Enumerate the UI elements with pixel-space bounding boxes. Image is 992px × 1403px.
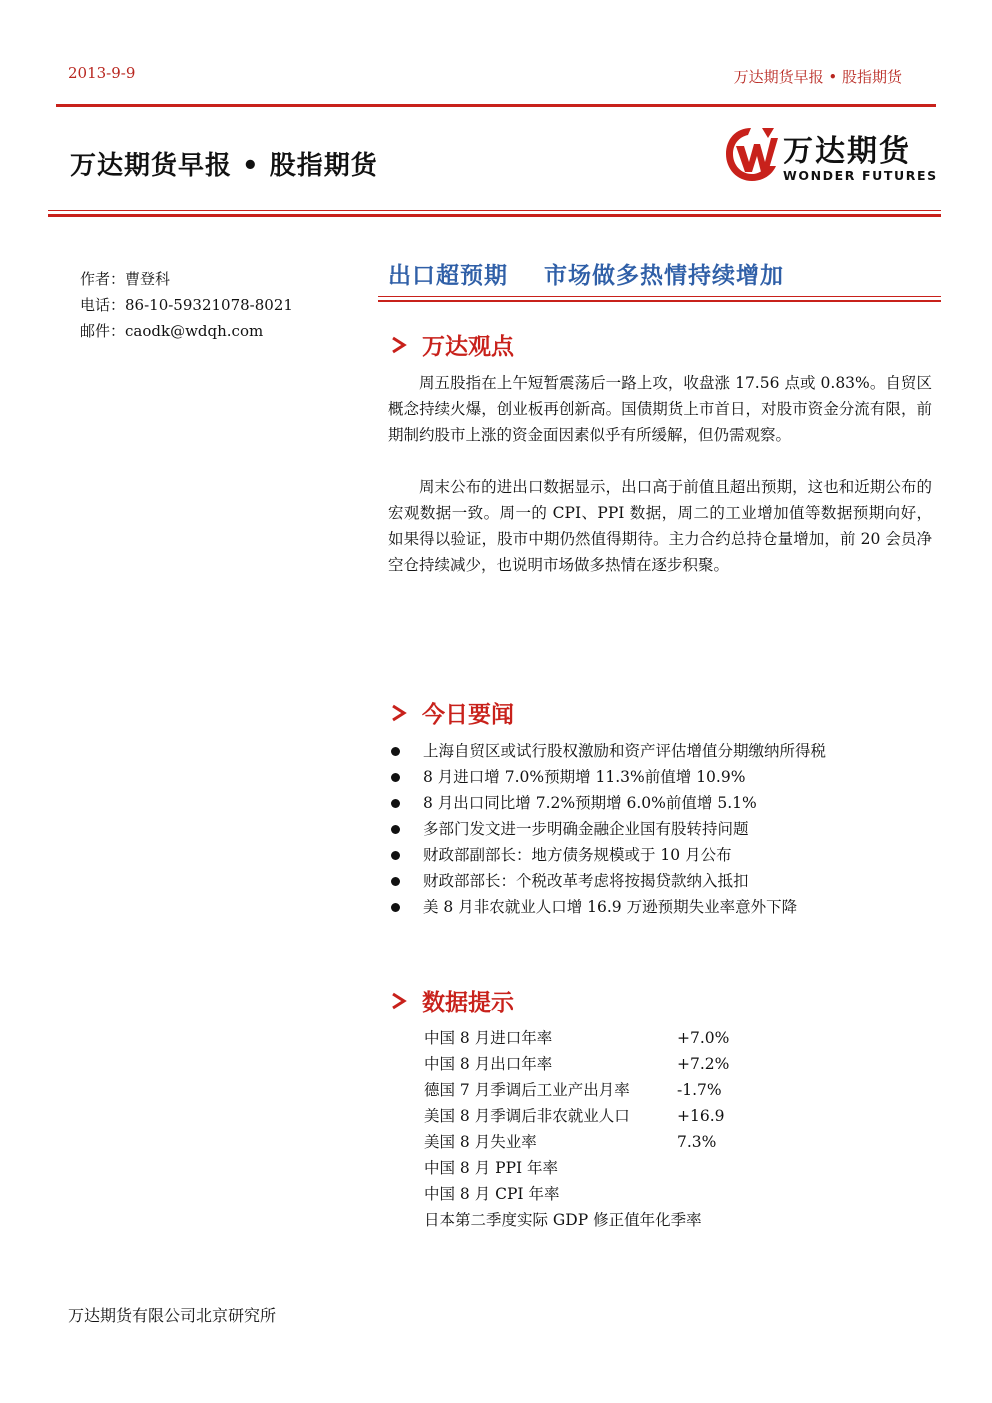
list-item	[388, 816, 948, 842]
data-label: 中国 8 月进口年率	[424, 1029, 553, 1047]
table-row	[424, 1129, 757, 1155]
header-rule	[56, 104, 936, 107]
table-row	[424, 1025, 757, 1051]
table-row	[424, 1103, 757, 1129]
logo-text-cn: 万达期货	[783, 134, 911, 169]
bullet-dot-icon	[391, 773, 400, 782]
report-title: 万达期货早报 • 股指期货	[70, 151, 378, 181]
bullet-dot-icon	[391, 799, 400, 808]
footer-organization: 万达期货有限公司北京研究所	[68, 1306, 277, 1325]
data-label: 中国 8 月 PPI 年率	[424, 1159, 559, 1177]
data-label: 德国 7 月季调后工业产出月率	[424, 1081, 630, 1099]
section-data-heading	[390, 984, 514, 1017]
report-date: 2013-9-9	[68, 64, 136, 82]
logo-text-en: WONDER FUTURES	[783, 168, 938, 183]
section-view-title: 万达观点	[422, 333, 514, 360]
data-label: 中国 8 月出口年率	[424, 1055, 553, 1073]
data-value: +16.9	[677, 1107, 725, 1125]
table-row	[424, 1155, 757, 1181]
table-row	[424, 1181, 757, 1207]
news-item-text: 财政部部长：个税改革考虑将按揭贷款纳入抵扣	[423, 872, 749, 890]
list-item	[388, 894, 948, 920]
table-row	[424, 1077, 757, 1103]
title-rule-thick	[48, 214, 941, 217]
bullet-dot-icon	[391, 903, 400, 912]
list-item	[388, 842, 948, 868]
view-paragraph-2: 周末公布的进出口数据显示，出口高于前值且超出预期，这也和近期公布的宏观数据一致。周一的 CPI、PPI 数据，周二的工业增加值等数据预期向好，如果得以验证，股市中期仍然值得期待。主力合约总持仓量增加，前 20 会员净空仓持续减少，也说明市场做多热情在逐步积聚。	[388, 478, 932, 574]
data-label: 日本第二季度实际 GDP 修正值年化季率	[424, 1211, 702, 1229]
author-phone: 电话：86-10-59321078-8021	[80, 296, 293, 314]
data-label: 美国 8 月季调后非农就业人口	[424, 1107, 630, 1125]
news-item-text: 8 月进口增 7.0%预期增 11.3%前值增 10.9%	[423, 768, 746, 786]
section-data-title: 数据提示	[422, 989, 514, 1016]
bullet-dot-icon	[391, 825, 400, 834]
list-item	[388, 738, 948, 764]
table-row	[424, 1051, 757, 1077]
bullet-dot-icon	[391, 851, 400, 860]
section-news-heading	[390, 696, 514, 729]
data-value: 7.3%	[677, 1133, 717, 1151]
data-value	[677, 1155, 757, 1181]
chevron-right-icon	[390, 989, 410, 1016]
wonder-futures-logo-icon	[722, 124, 780, 186]
data-value: -1.7%	[677, 1081, 722, 1099]
data-label: 美国 8 月失业率	[424, 1133, 537, 1151]
news-item-text: 上海自贸区或试行股权激励和资产评估增值分期缴纳所得税	[423, 742, 827, 760]
table-row	[424, 1207, 757, 1233]
data-value	[677, 1181, 757, 1207]
author-email: 邮件：caodk@wdqh.com	[80, 322, 264, 340]
view-paragraph-1: 周五股指在上午短暂震荡后一路上攻，收盘涨 17.56 点或 0.83%。自贸区概念持续火爆，创业板再创新高。国债期货上市首日，对股市资金分流有限，前期制约股市上涨的资金面因素似乎有所缓解，但仍需观察。	[388, 374, 932, 444]
data-label: 中国 8 月 CPI 年率	[424, 1185, 560, 1203]
headline-rule-thin	[378, 296, 941, 297]
title-rule-thin	[48, 210, 941, 211]
list-item	[388, 790, 948, 816]
list-item	[388, 868, 948, 894]
headline-rule-thick	[378, 300, 941, 302]
section-news-title: 今日要闻	[422, 701, 514, 728]
running-header-title: 万达期货早报 • 股指期货	[733, 68, 902, 86]
headline: 出口超预期 市场做多热情持续增加	[388, 262, 785, 289]
chevron-right-icon	[390, 701, 410, 728]
bullet-dot-icon	[391, 877, 400, 886]
data-value: +7.0%	[677, 1029, 730, 1047]
data-table	[424, 1025, 757, 1233]
data-value: +7.2%	[677, 1055, 730, 1073]
author-name: 作者：曹登科	[80, 270, 171, 288]
news-item-text: 多部门发文进一步明确金融企业国有股转持问题	[423, 820, 749, 838]
news-list	[388, 738, 948, 920]
section-view-heading	[390, 328, 514, 361]
news-item-text: 8 月出口同比增 7.2%预期增 6.0%前值增 5.1%	[423, 794, 757, 812]
list-item	[388, 764, 948, 790]
bullet-dot-icon	[391, 747, 400, 756]
news-item-text: 财政部副部长：地方债务规模或于 10 月公布	[423, 846, 732, 864]
news-item-text: 美 8 月非农就业人口增 16.9 万逊预期失业率意外下降	[423, 898, 798, 916]
chevron-right-icon	[390, 333, 410, 360]
